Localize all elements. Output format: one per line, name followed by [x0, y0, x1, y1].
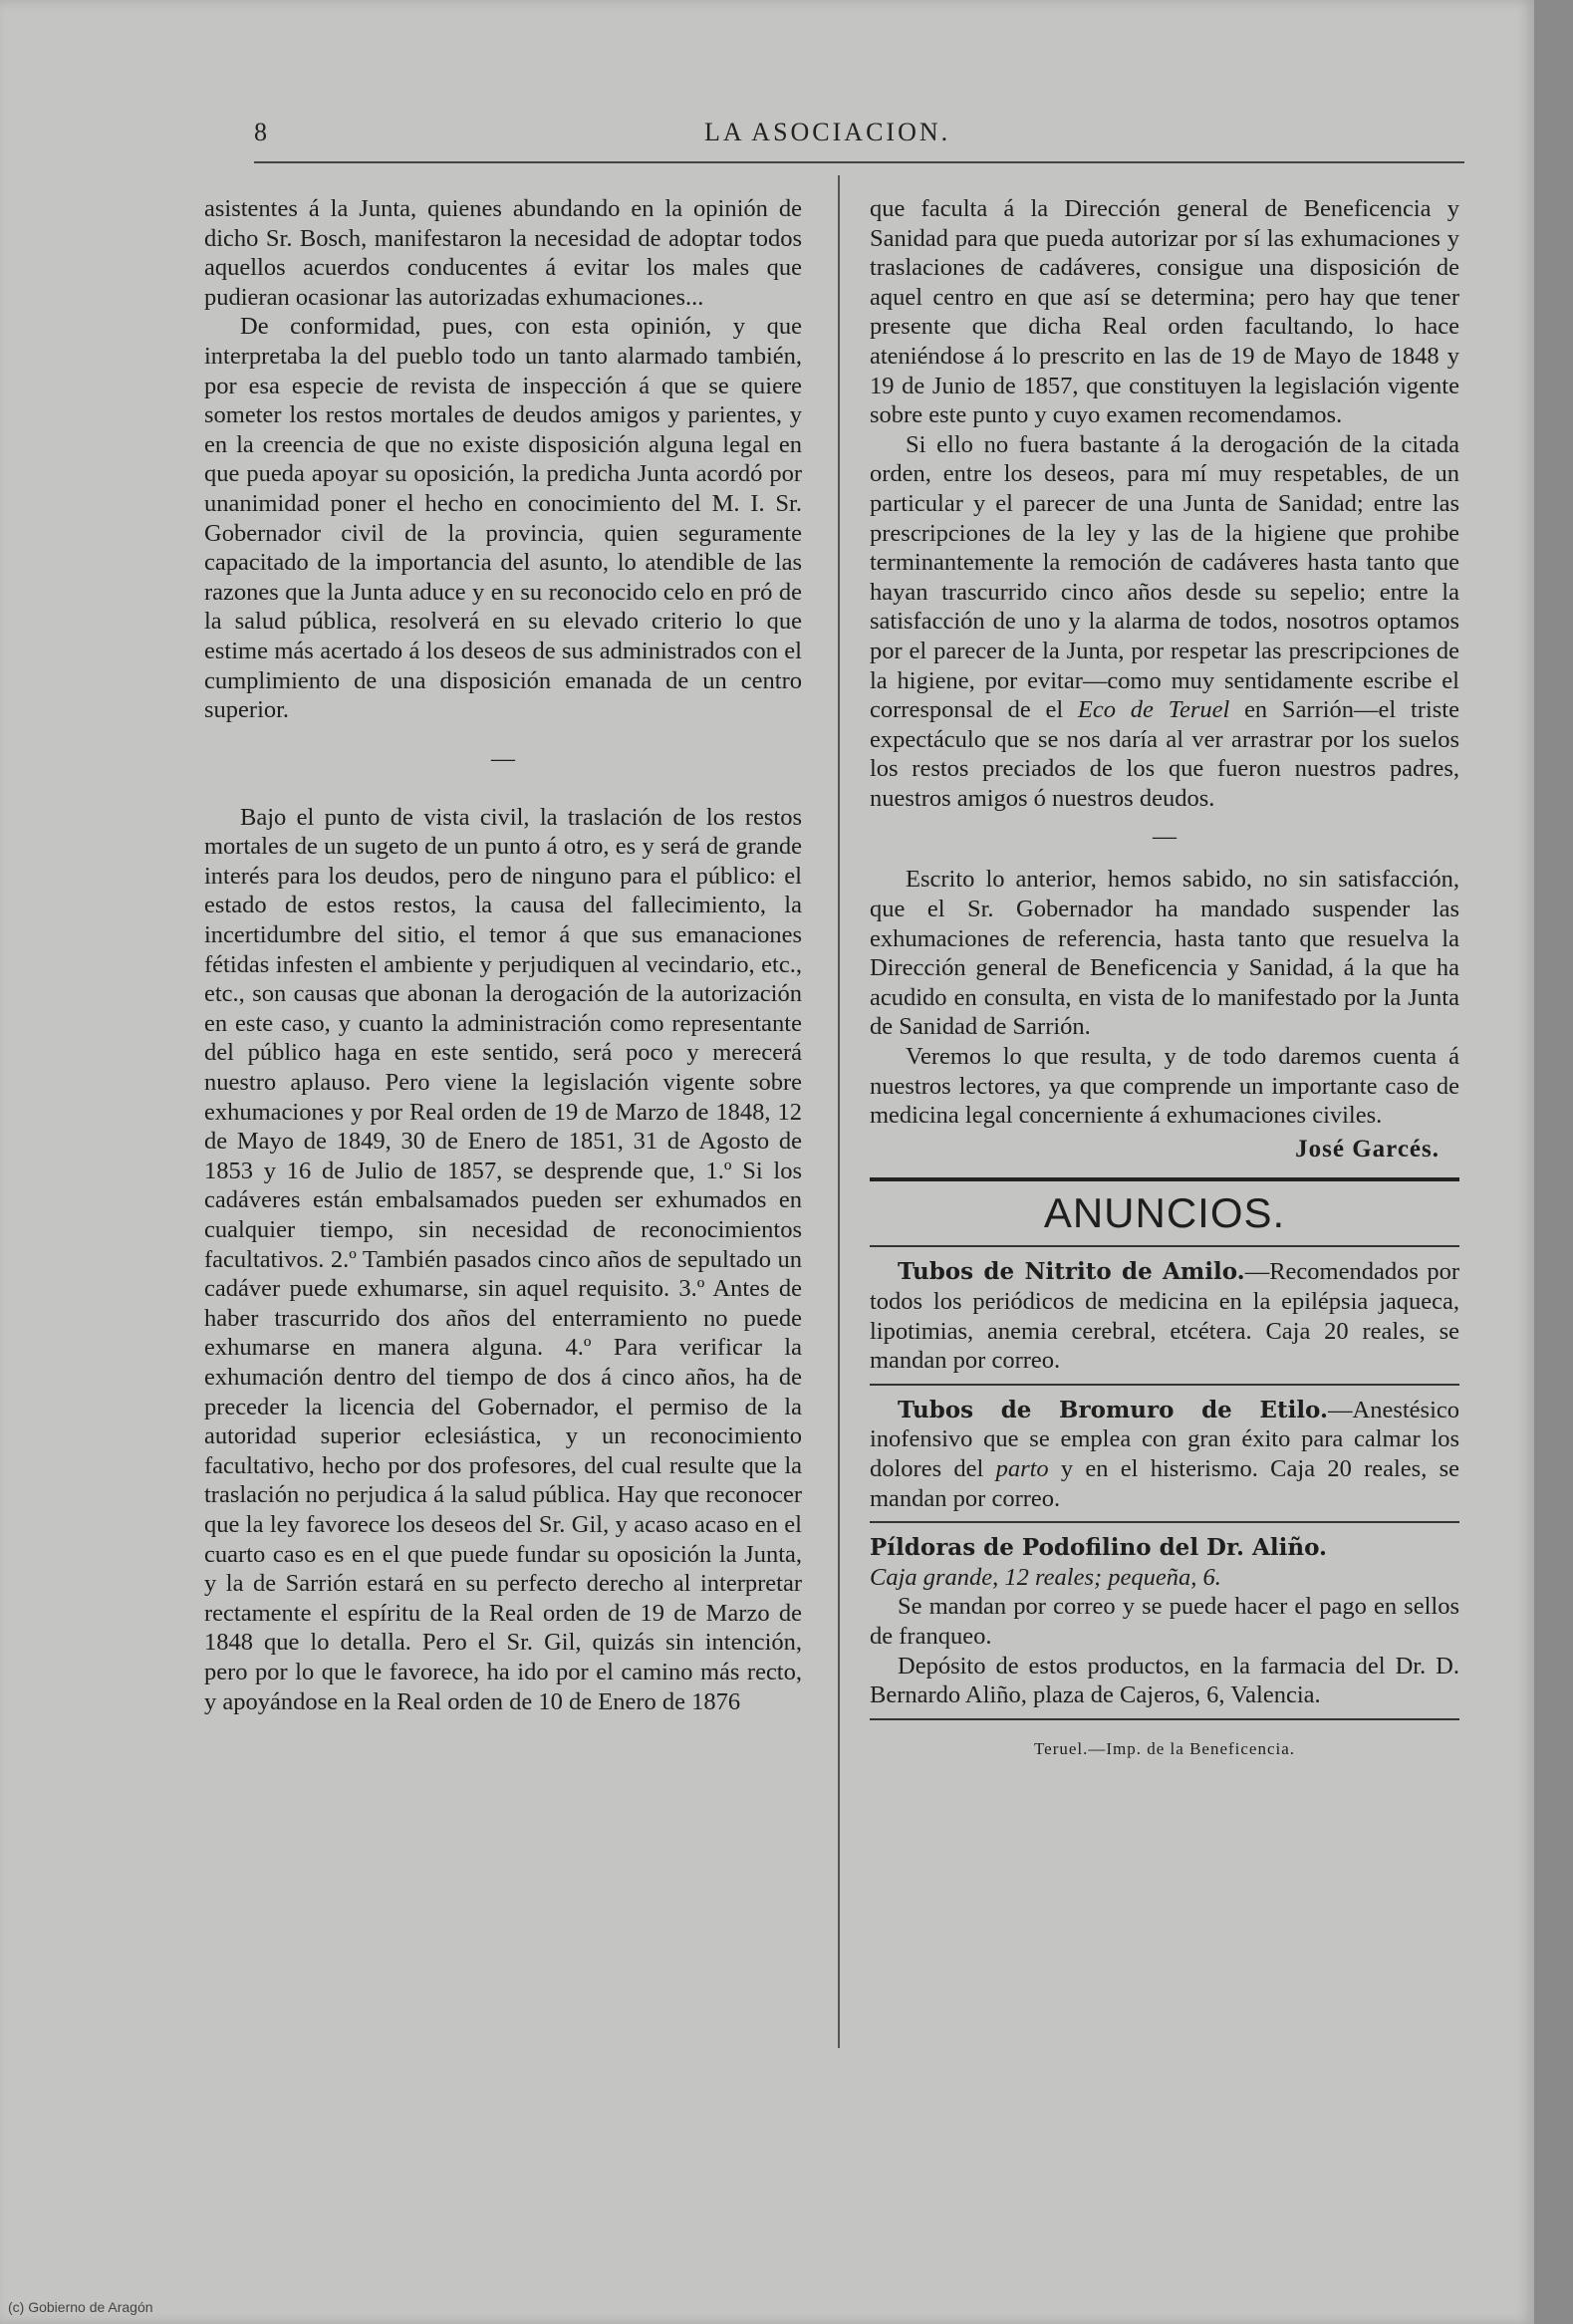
- running-title: LA ASOCIACION.: [704, 118, 951, 146]
- paragraph-text: Si ello no fuera bastante á la derogación de la citada orden, entre los deseos, para mí muy respetables, de un particular y el parecer de una Junta de Sanidad; entre las prescripciones de la ley y las de la higiene que prohibe terminantemente la remoción de cadáveres hasta tanto que hayan trascurrido cinco años desde su sepelio; entre la satisfacción de uno y la alarma de todos, nosotros optamos por el parecer de la Junta, por respetar las prescripciones de la higiene, por evitar—como muy sentidamente escribe el corresponsal de el: [870, 430, 1459, 724]
- left-column: [204, 194, 802, 1716]
- column-divider: [838, 175, 840, 2048]
- paragraph-text: en Sarrión—el: [1229, 696, 1397, 724]
- author-signature: José Garcés.: [1295, 1135, 1440, 1162]
- printer-line: Teruel.—Imp. de la Beneficencia.: [1033, 1738, 1296, 1758]
- anuncios-bottom-rule: [870, 1245, 1459, 1247]
- paragraph-text: triste expectáculo que se nos daría al ver arrastrar por los suelos los restos preciados de los que fueron nuestros padres, nuestros amigos ó nuestros deudos.: [870, 696, 1459, 812]
- ad-description: Depósito de estos productos, en la farmacia del Dr. D. Bernardo Aliño, plaza de Cajeros, 6, Valencia.: [870, 1652, 1459, 1709]
- ad-text: [870, 1257, 1459, 1375]
- article-paragraph: Veremos lo que resulta, y de todo daremos cuenta á nuestros lectores, ya que comprende un importante caso de medicina legal concerniente á exhumaciones civiles.: [870, 1043, 1459, 1130]
- ad-text: [870, 1533, 1459, 1563]
- article-paragraph: que faculta á la Dirección general de Beneficencia y Sanidad para que pueda autorizar por sí las exhumaciones y traslaciones de cadáveres, consigue una disposición de aquel centro en que así se determina; pero hay que tener presente que dicha Real orden facultando, lo hace ateniéndose á lo prescrito en las de 19 de Mayo de 1848 y 19 de Junio de 1857, que constituyen la legislación vigente sobre este punto y cuyo examen recomendamos.: [870, 195, 1459, 429]
- anuncios-title: ANUNCIOS.: [1043, 1189, 1286, 1237]
- copyright-notice: (c) Gobierno de Aragón: [8, 2299, 153, 2315]
- ad-description: y en el histerismo. Caja 20 reales, se mandan por correo.: [870, 1454, 1459, 1512]
- page-number: 8: [254, 118, 267, 146]
- advertisement: [870, 1257, 1459, 1375]
- section-separator: —: [491, 745, 515, 772]
- section-separator: —: [1153, 824, 1177, 851]
- newspaper-name: Eco de Teruel: [1077, 696, 1230, 724]
- article-paragraph: [870, 430, 1459, 814]
- ad-description: —Recomendados por todos los periódicos de medicina en la epilépsia jaqueca, lipotimias, anemia cerebral, etcétera. Caja 20 reales, se mandan por correo.: [870, 1258, 1459, 1375]
- article-paragraph: asistentes á la Junta, quienes abundando en la opinión de dicho Sr. Bosch, manifestaron la necesidad de adoptar todos aquellos acuerdos conducentes á evitar los males que pudieran ocasionar las autorizadas exhumaciones...: [204, 195, 802, 311]
- ad-product-name: Píldoras de Podofilino del Dr. Aliño.: [870, 1534, 1328, 1562]
- advertisement: [870, 1533, 1459, 1710]
- ad-product-name: Tubos de Nitrito de Amilo.: [898, 1258, 1245, 1286]
- scan-edge: [1534, 0, 1573, 2324]
- ad-divider: [870, 1718, 1459, 1720]
- ad-description: —Anestésico inofensivo que se emplea con gran éxito para calmar los dolores del: [870, 1396, 1459, 1482]
- ad-divider: [870, 1384, 1459, 1386]
- ad-italic-word: parto: [995, 1454, 1049, 1482]
- ad-divider: [870, 1521, 1459, 1523]
- ad-text: [870, 1396, 1459, 1513]
- ad-subtitle: Caja grande, 12 reales; pequeña, 6.: [870, 1563, 1221, 1591]
- article-paragraph: Bajo el punto de vista civil, la traslación de los restos mortales de un sugeto de un punto á otro, es y será de grande interés para los deudos, pero de ninguno para el público: el estado de estos restos, la causa del fallecimiento, la incertidumbre del sitio, el temor á que sus emanaciones fétidas infesten el ambiente y perjudiquen al vecindario, etc., etc., son causas que abonan la derogación de la autorización en este caso, y cuanto la administración como representante del público haga en este sentido, será poco y merecerá nuestro aplauso. Pero viene la legislación vigente sobre exhumaciones y por Real orden de 19 de Marzo de 1848, 12 de Mayo de 1849, 30 de Enero de 1851, 31 de Agosto de 1853 y 16 de Julio de 1857, se desprende que, 1.º Si los cadáveres están embalsamados pueden ser exhumados en cualquier tiempo, sin necesidad de reconocimientos facultativos. 2.º También pasados cinco años de sepultado un cadáver puede exhumarse, sin aquel requisito. 3.º Antes de haber trascurrido dos años del enterramiento no puede exhumarse en manera alguna. 4.º Para verificar la exhumación dentro del tiempo de dos á cinco años, ha de preceder la licencia del Gobernador, el permiso de la autoridad superior eclesiástica, y un reconocimiento facultativo, hecho por dos profesores, del cual resulte que la traslación no perjudica á la salud pública. Hay que reconocer que la ley favorece los deseos del Sr. Gil, y acaso acaso en el cuarto caso es en el que puede fundar su oposición la Junta, y la de Sarrión estará en su perfecto derecho al interpretar rectamente el espíritu de la Real orden de 19 de Marzo de 1848 que lo detalla. Pero el Sr. Gil, quizás sin intención, pero por lo que le favorece, ha ido por el camino más recto, y apoyándose en la Real orden de 10 de Enero de 1876: [204, 803, 802, 1715]
- right-column: [870, 194, 1459, 1763]
- ad-description: Se mandan por correo y se puede hacer el pago en sellos de franqueo.: [870, 1593, 1459, 1650]
- article-paragraph: Escrito lo anterior, hemos sabido, no sin satisfacción, que el Sr. Gobernador ha mandado suspender las exhumaciones de referencia, hasta tanto que resuelva la Dirección general de Beneficencia y Sanidad, á la que ha acudido en consulta, en vista de lo manifestado por la Junta de Sanidad de Sarrión.: [870, 866, 1459, 1041]
- advertisement: [870, 1396, 1459, 1513]
- header-rule: [254, 161, 1464, 163]
- article-paragraph: De conformidad, pues, con esta opinión, y que interpretaba la del pueblo todo un tanto alarmado también, por esa especie de revista de inspección á que se quiere someter los restos mortales de deudos amigos y parientes, y en la creencia de que no existe disposición alguna legal en que pueda apoyar su oposición, la predicha Junta acordó por unanimidad poner el hecho en conocimiento del M. I. Sr. Gobernador civil de la provincia, quien seguramente capacitado de la importancia del asunto, lo atendible de las razones que la Junta aduce y en su reconocido celo en pró de la salud pública, resolverá en su elevado criterio lo que estime más acertado á los deseos de sus administrados con el cumplimiento de una disposición emanada de un centro superior.: [204, 313, 802, 724]
- anuncios-top-rule: [870, 1177, 1459, 1181]
- ad-product-name: Tubos de Bromuro de Etilo.: [898, 1396, 1328, 1423]
- page-header: [254, 118, 1449, 157]
